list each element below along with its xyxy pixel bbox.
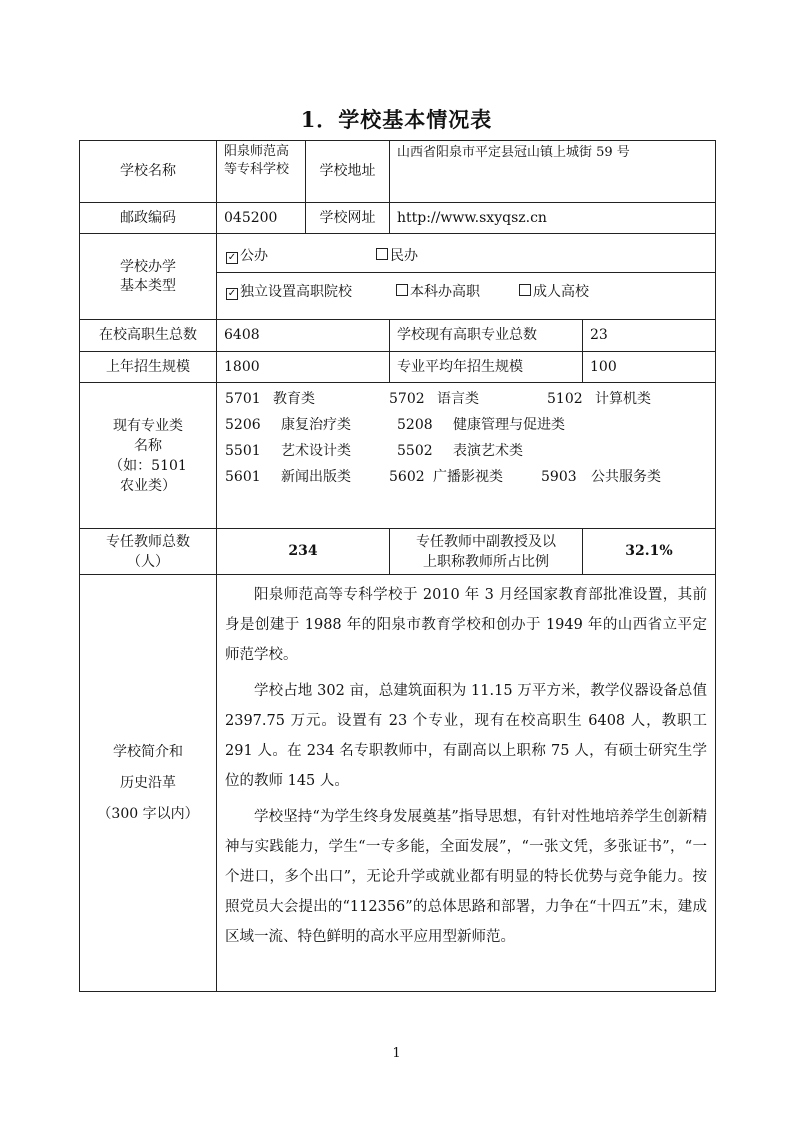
- website-label: 学校网址: [306, 203, 390, 234]
- major-code: 5102: [547, 390, 583, 407]
- postal-code-value: 045200: [217, 203, 306, 234]
- row-school-name: [80, 141, 716, 203]
- major-code: 5501: [225, 442, 261, 459]
- ownership-line: [217, 241, 715, 273]
- ratio-label: [390, 529, 583, 575]
- major-code: 5206: [225, 416, 261, 433]
- major-name: 广播影视类: [433, 468, 503, 485]
- option-private-label: 民办: [390, 247, 418, 264]
- intro-paragraph-3: 学校坚持“为学生终身发展奠基”指导思想，有针对性地培养学生创新精神与实践能力，学生“一专多能，全面发展”，“一张文凭，多张证书”，“一个进口，多个出口”，无论升学或就业都有明显的特长优势与竞争能力。按照党员大会提出的“112356”的总体思路和部署，力争在“十四五”末，建成区域一流、特色鲜明的高水平应用型新师范。: [225, 809, 707, 945]
- option-undergrad[interactable]: [396, 283, 519, 302]
- checkbox-empty-icon: [519, 284, 531, 296]
- option-public-label: 公办: [240, 247, 268, 264]
- majors-label-line1: 现有专业类: [113, 417, 183, 434]
- teachers-total-label: [80, 529, 217, 575]
- intro-label-line1: 学校简介和: [113, 743, 183, 760]
- major-code: 5502: [397, 442, 433, 459]
- option-adult[interactable]: [519, 283, 589, 302]
- category-line: [217, 273, 715, 313]
- major-name: 计算机类: [595, 390, 651, 407]
- teachers-label-line1: 专任教师总数: [106, 533, 190, 550]
- major-name: 表演艺术类: [453, 442, 523, 459]
- checkbox-empty-icon: [396, 284, 408, 296]
- students-total-value: 6408: [217, 320, 390, 352]
- students-total-label: 在校高职生总数: [80, 320, 217, 352]
- postal-code-label: 邮政编码: [80, 203, 217, 234]
- option-private[interactable]: [376, 247, 418, 266]
- school-address-value: 山西省阳泉市平定县冠山镇上城街 59 号: [390, 141, 716, 203]
- school-address-label: 学校地址: [306, 141, 390, 203]
- major-code: 5208: [397, 416, 433, 433]
- majors-total-value: 23: [583, 320, 716, 352]
- page-title: 1．学校基本情况表: [300, 107, 493, 132]
- majors-label-line2: 名称: [134, 437, 162, 454]
- major-name: 公共服务类: [591, 468, 661, 485]
- intro-text: [217, 575, 716, 992]
- ratio-label-line1: 专任教师中副教授及以: [416, 533, 556, 550]
- row-majors: [80, 383, 716, 529]
- majors-list: [217, 383, 716, 529]
- school-type-options: [217, 234, 716, 320]
- intro-label: [80, 575, 217, 992]
- major-name: 健康管理与促进类: [453, 416, 565, 433]
- checkbox-checked-icon: ✓: [227, 288, 237, 300]
- school-name-line1: 阳泉师范高: [224, 144, 290, 159]
- intro-label-line2: 历史沿革: [120, 774, 176, 791]
- majors-row-2: [225, 412, 708, 438]
- school-name-value: [217, 141, 306, 203]
- major-name: 教育类: [273, 390, 315, 407]
- majors-label-line4: 农业类）: [120, 477, 176, 494]
- school-name-label: 学校名称: [80, 141, 217, 203]
- intro-paragraph-2: 学校占地 302 亩，总建筑面积为 11.15 万平方米，教学仪器设备总值 2397.75 万元。设置有 23 个专业，现有在校高职生 6408 人，教职工 291 人。在 234 名专职教师中，有副高以上职称 75 人，有硕士研究生学位的教师 145 人。: [225, 683, 707, 789]
- checkbox-checked-icon: ✓: [227, 251, 237, 263]
- row-intro: [80, 575, 716, 992]
- majors-row-4: [225, 464, 708, 490]
- avg-enroll-label: 专业平均年招生规模: [390, 352, 583, 383]
- option-independent-label: 独立设置高职院校: [240, 284, 352, 301]
- ratio-value: 32.1%: [583, 529, 716, 575]
- option-undergrad-label: 本科办高职: [410, 284, 480, 301]
- intro-paragraph-1: 阳泉师范高等专科学校于 2010 年 3 月经国家教育部批准设置，其前身是创建于 1988 年的阳泉市教育学校和创办于 1949 年的山西省立平定师范学校。: [225, 587, 707, 663]
- checkbox-empty-icon: [376, 248, 388, 260]
- major-name: 新闻出版类: [281, 468, 351, 485]
- row-students: [80, 320, 716, 352]
- intro-label-line3: （300 字以内）: [97, 805, 199, 822]
- teachers-total-value: 234: [217, 529, 390, 575]
- major-code: 5701: [225, 390, 261, 407]
- enroll-scale-label: 上年招生规模: [80, 352, 217, 383]
- school-name-line2: 等专科学校: [224, 161, 290, 177]
- school-type-label-line2: 基本类型: [120, 277, 176, 294]
- major-code: 5601: [225, 468, 261, 485]
- row-teachers: [80, 529, 716, 575]
- ratio-label-line2: 上职称教师所占比例: [423, 553, 549, 570]
- row-school-type: [80, 234, 716, 320]
- row-enroll: [80, 352, 716, 383]
- majors-label: [80, 383, 217, 529]
- major-name: 康复治疗类: [281, 416, 351, 433]
- teachers-label-line2: （人）: [127, 553, 169, 570]
- option-independent[interactable]: [226, 283, 396, 302]
- school-info-table: [79, 140, 716, 992]
- row-postal: [80, 203, 716, 234]
- website-value: http://www.sxyqsz.cn: [390, 203, 716, 234]
- school-type-label-line1: 学校办学: [120, 258, 176, 275]
- major-code: 5702: [389, 390, 425, 407]
- option-adult-label: 成人高校: [533, 284, 589, 301]
- page-number: 1: [392, 1046, 401, 1061]
- majors-total-label: 学校现有高职专业总数: [390, 320, 583, 352]
- major-name: 艺术设计类: [281, 442, 351, 459]
- majors-label-line3: （如：5101: [109, 457, 187, 474]
- majors-row-3: [225, 438, 708, 464]
- major-name: 语言类: [437, 390, 479, 407]
- avg-enroll-value: 100: [583, 352, 716, 383]
- major-code: 5903: [541, 468, 577, 485]
- school-type-label: [80, 234, 217, 320]
- enroll-scale-value: 1800: [217, 352, 390, 383]
- major-code: 5602: [389, 468, 425, 485]
- option-public[interactable]: [226, 247, 376, 266]
- majors-row-1: [225, 386, 708, 412]
